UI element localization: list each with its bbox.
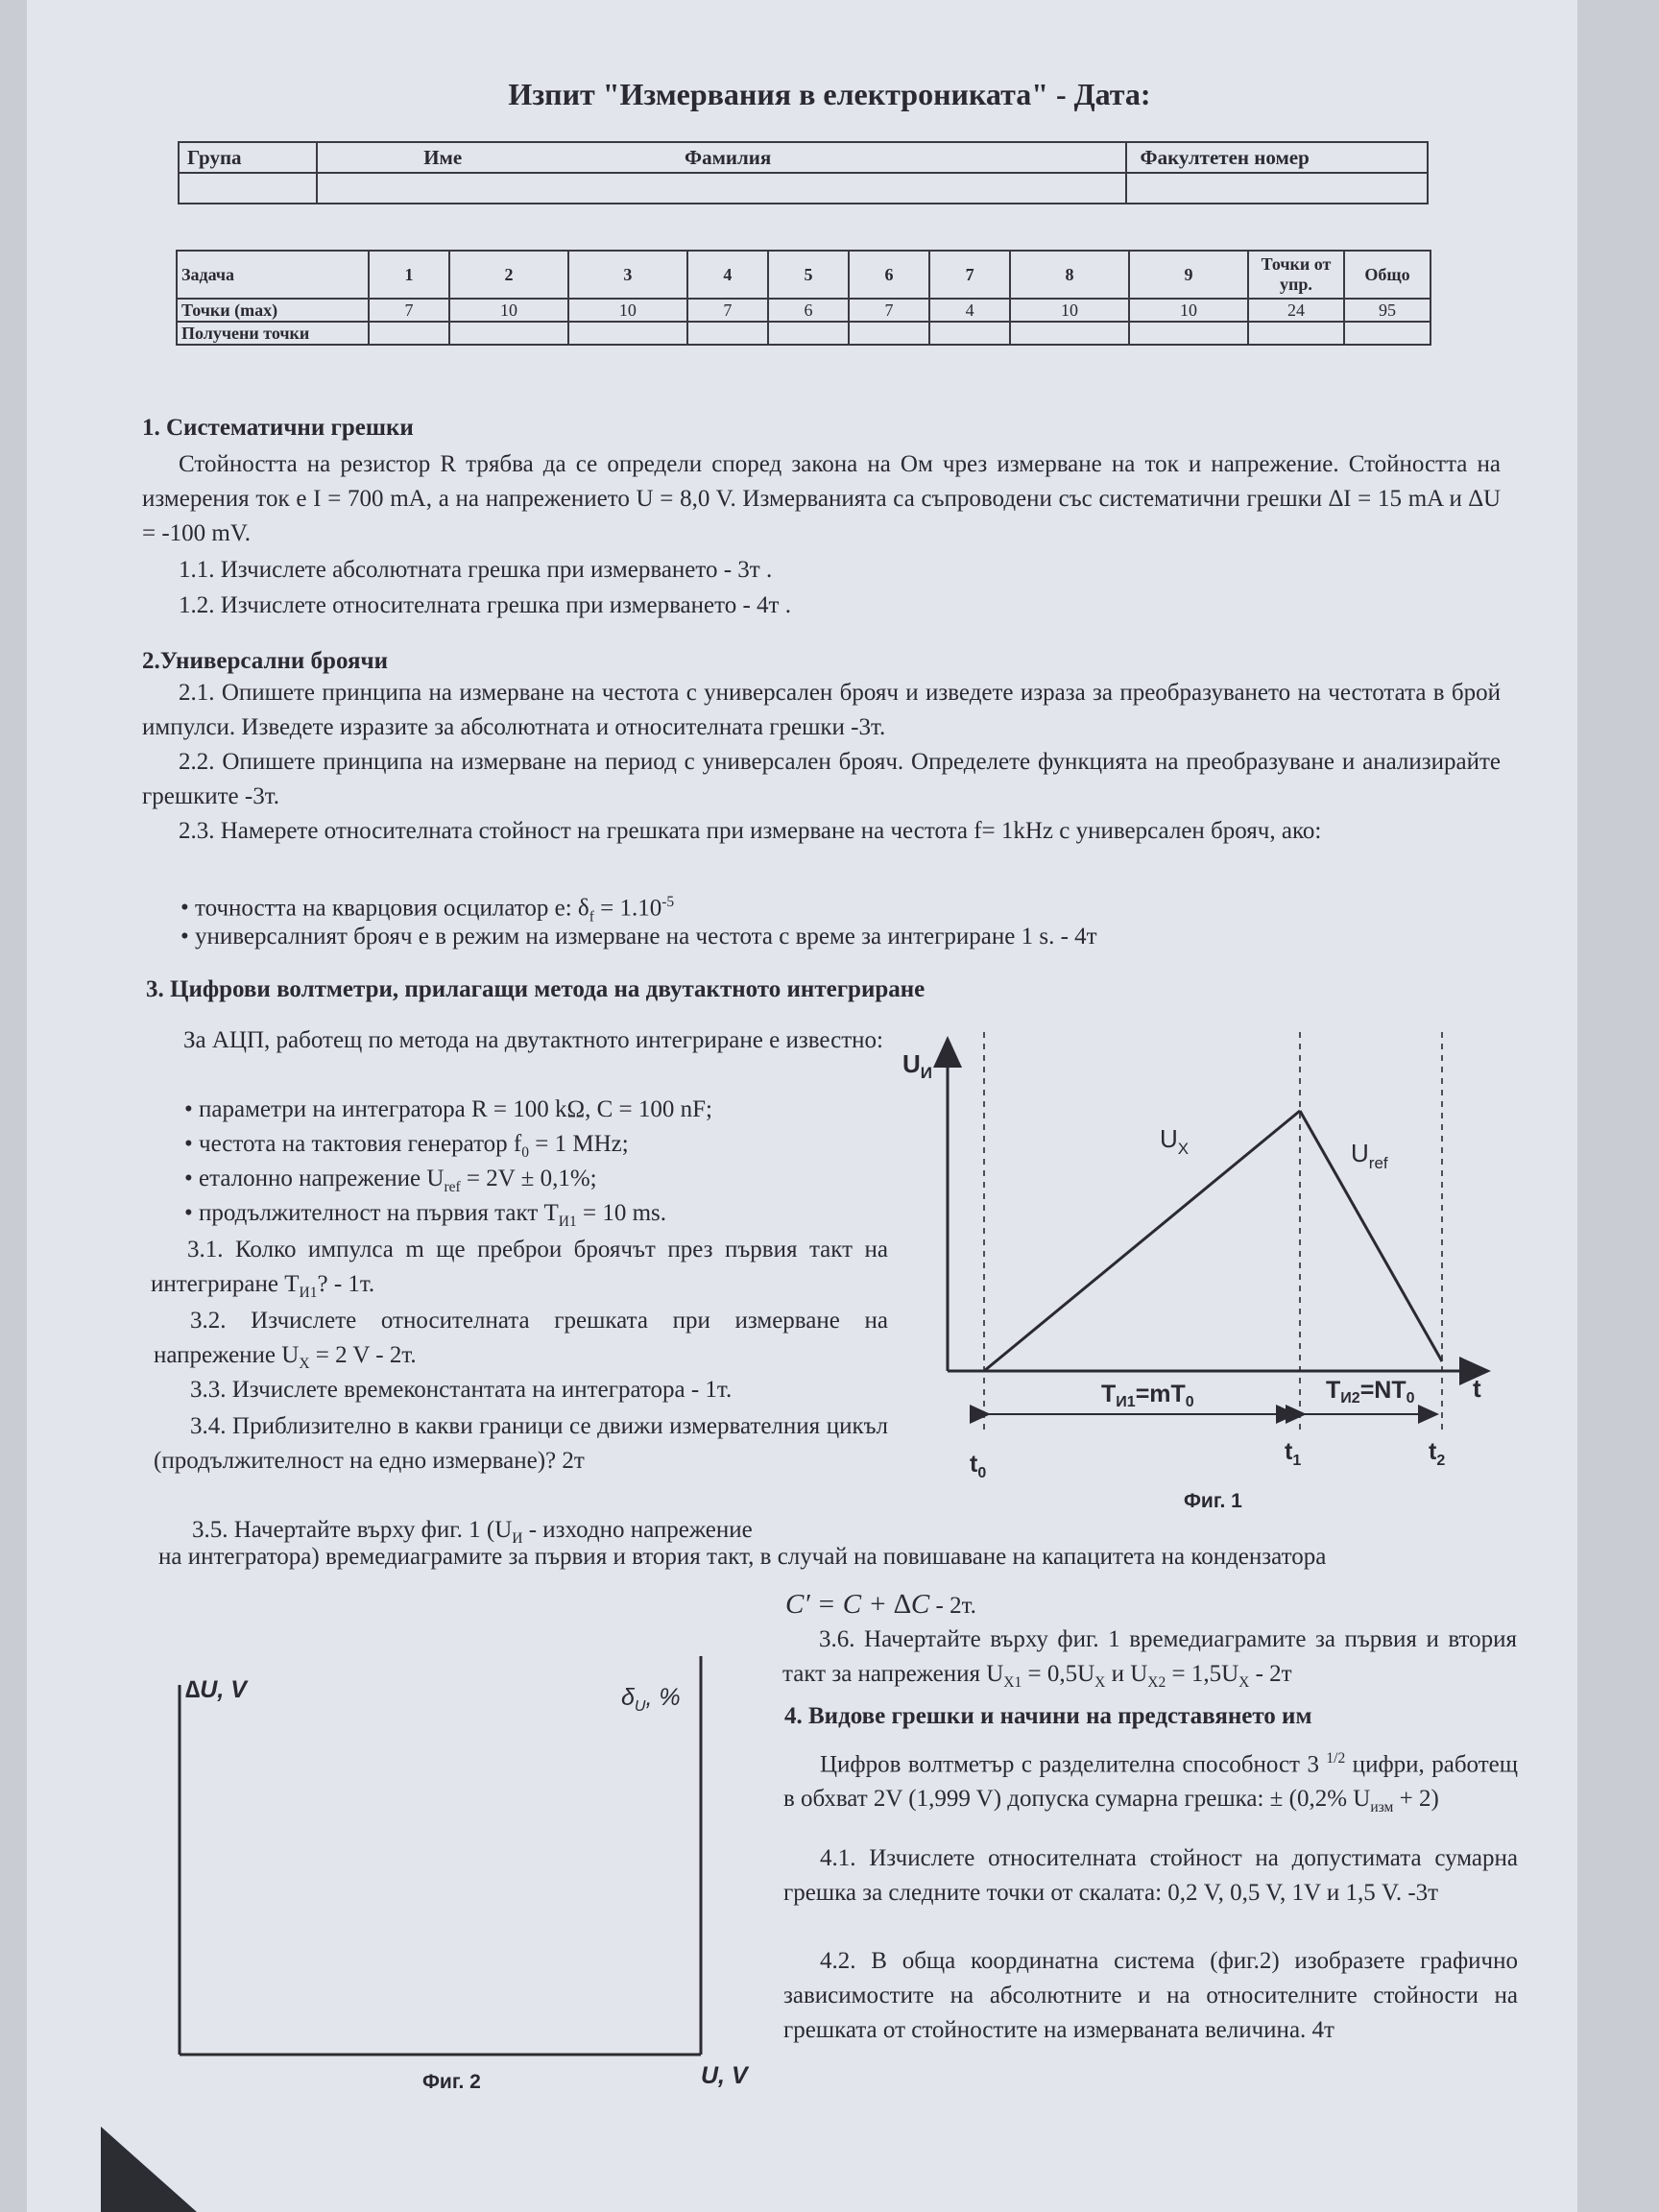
- fig1-ti2-label: $T_{И2}=NT_0$: [1326, 1377, 1415, 1407]
- question-3-2: 3.2. Изчислете относителната грешката при измерване на напрежение $U_X = 2$ V - 2т.: [154, 1308, 888, 1372]
- task-row: Задача 1 2 3 4 5 6 7 8 9 Точки от упр. Общо: [177, 251, 1431, 299]
- fig2-right-label: $\delta_U$, %: [621, 1684, 681, 1715]
- bullet-3-2: • честота на тактовия генератор $f_0 = 1$ MHz;: [184, 1127, 629, 1170]
- fig2-left-label: ∆U, V: [185, 1676, 247, 1703]
- question-2-1: 2.1. Опишете принципа на измерване на честота с универсален брояч и изведете израза за преобразуването на честотата в брой импулси. Изведете изразите за абсолютната и относителната грешки -3т.: [142, 680, 1501, 740]
- question-3-1: 3.1. Колко импулса m ще преброи броячът през първия такт на интегриране $T_{И1}$? - 1т.: [151, 1237, 888, 1301]
- question-3-4: 3.4. Приблизително в какви граници се движи измервателния цикъл (продължителност на едно измерване)? 2т: [154, 1413, 888, 1474]
- section-4-heading: 4. Видове грешки и начини на представянето им: [784, 1703, 1312, 1729]
- page-title: Изпит "Измервания в електрониката" - Дата:: [508, 77, 1151, 111]
- section-1-text: Стойността на резистор R трябва да се определи според закона на Ом чрез измерване на ток и напрежение. Стойността на измерения ток е I = 700 mA, а на напрежението U = 8,0 V. Измерванията са съпроводени със систематични грешки ∆I = 15 mA и ∆U = -100 mV.: [142, 451, 1501, 546]
- fig2-x-label: U, V: [701, 2062, 748, 2089]
- fig1-y-label: $U_И$: [902, 1049, 932, 1082]
- col-name: Име: [317, 142, 579, 173]
- col-group: Група: [179, 142, 317, 173]
- question-3-3: 3.3. Изчислете времеконстантата на интегратора - 1т.: [190, 1377, 733, 1403]
- fig1-ti1-label: $T_{И1}=mT_0$: [1101, 1381, 1194, 1410]
- fig1-ux-label: $U_X$: [1160, 1124, 1190, 1158]
- fig1-uref-ramp: [1300, 1111, 1442, 1361]
- received-points-row: Получени точки: [177, 322, 1431, 345]
- bullet-3-4: • продължителност на първия такт $T_{И1} = 10$ ms.: [184, 1196, 666, 1239]
- fig1-t2-label: $t_2$: [1429, 1438, 1446, 1469]
- section-1-heading: 1. Систематични грешки: [142, 415, 414, 441]
- max-points-row: Точки (max) 7 10 10 7 6 7 4 10 10 24 95: [177, 299, 1431, 322]
- section-3-heading: 3. Цифрови волтметри, прилагащи метода на двутактното интегриране: [146, 976, 926, 1002]
- section-2-heading: 2.Универсални броячи: [142, 648, 389, 674]
- fig1-caption: Фиг. 1: [1184, 1490, 1242, 1512]
- bullet-3-3: • еталонно напрежение $U_{ref} = 2V \pm 0,1\%$;: [184, 1162, 597, 1205]
- col-faculty-number: Факултетен номер: [1126, 142, 1428, 173]
- col-surname: Фамилия: [579, 142, 1126, 173]
- fig1-uref-label: $U_{ref}$: [1351, 1139, 1388, 1172]
- bullet-3-1: • параметри на интегратора R = 100 kΩ, C = 100 nF;: [184, 1093, 712, 1127]
- question-1-2: 1.2. Изчислете относителната грешка при измерването - 4т .: [179, 592, 791, 618]
- section-4-text: Цифров волтметър с разделителна способност 3 $^{1/2}$ цифри, работещ в обхват 2V (1,999 V) допуска сумарна грешка: ± (0,2% $U_{изм} + 2$): [783, 1750, 1518, 1816]
- question-2-3: 2.3. Намерете относителната стойност на грешката при измерване на честота f= 1kHz с универсален брояч, ако:: [179, 818, 1322, 844]
- question-3-5-continued: на интегратора) времедиаграмите за първия и втория такт, в случай на повишаване на капацитета на кондензатора: [158, 1544, 1327, 1570]
- question-3-6: 3.6. Начертайте върху фиг. 1 времедиаграмите за първия и втория такт за напрежения $U_{X1} = 0,5U_X$ и $U_{X2} = 1,5U_X - 2т$: [782, 1626, 1517, 1691]
- fig1-ux-ramp: [984, 1111, 1300, 1371]
- capacitance-formula: C′ = C + ∆C - 2т.: [785, 1589, 976, 1620]
- question-3-5: 3.5. Начертайте върху фиг. 1 ($U_И$ - изходно напрежение: [192, 1517, 753, 1547]
- question-2-2: 2.2. Опишете принципа на измерване на период с универсален брояч. Определете функцията на преобразуване и анализирайте грешките -3т.: [142, 749, 1501, 809]
- bullet-2-1: • точността на кварцовия осцилатор е: $\delta_f = 1.10^{-5}$: [180, 885, 674, 934]
- bullet-2-2: • универсалният брояч е в режим на измерване на честота с време за интегриране 1 s. - 4т: [180, 920, 1097, 954]
- fig2-caption: Фиг. 2: [422, 2071, 481, 2093]
- question-1-1: 1.1. Изчислете абсолютната грешка при измерването - 3т .: [179, 557, 773, 583]
- fig1-t-label: t: [1473, 1374, 1481, 1403]
- section-3-intro: За АЦП, работещ по метода на двутактното интегриране е известно:: [183, 1027, 883, 1053]
- fig1-t0-label: $t_0$: [970, 1451, 987, 1481]
- question-4-1: 4.1. Изчислете относителната стойност на допустимата сумарна грешка за следните точки от скалата: 0,2 V, 0,5 V, 1V и 1,5 V. -3т: [783, 1845, 1518, 1906]
- fig1-t1-label: $t_1$: [1285, 1438, 1302, 1469]
- question-4-2: 4.2. В обща координатна система (фиг.2) изобразете графично зависимостите на абсолютните и на относителните стойности на грешката от стойностите на измерваната величина. 4т: [783, 1948, 1518, 2043]
